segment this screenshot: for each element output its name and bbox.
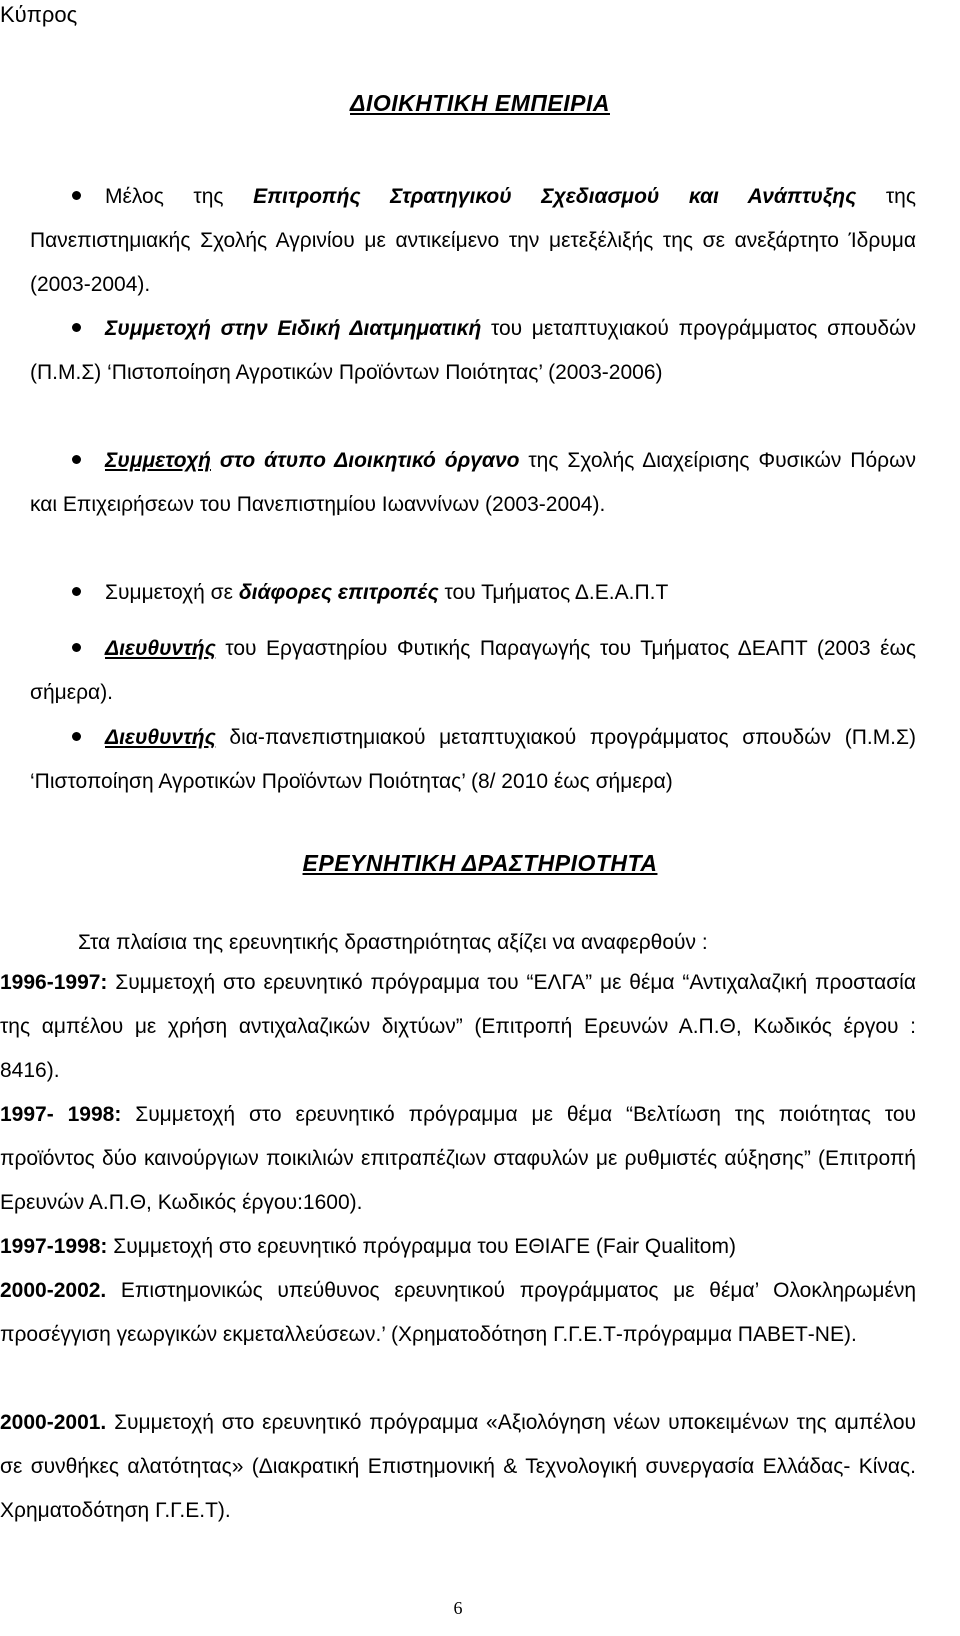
admin-item-1-pre: Μέλος της — [105, 185, 254, 208]
bullet-icon — [72, 732, 81, 741]
admin-item-4-emph: διάφορες επιτροπές — [238, 581, 439, 604]
bullet-icon — [72, 455, 81, 464]
admin-item-3-emph-underlined: Συμμετοχή — [105, 449, 211, 472]
research-entry-5 — [0, 1401, 916, 1533]
admin-item-4-pre: Συμμετοχή σε — [105, 581, 239, 604]
research-entry-3 — [0, 1225, 916, 1269]
research-entry-4-years: 2000-2002. — [0, 1279, 107, 1302]
header-country: Κύπρος — [0, 2, 78, 27]
page-number: 6 — [453, 1598, 463, 1618]
admin-item-5-emph-underlined: Διευθυντής — [105, 637, 216, 660]
research-entry-2 — [0, 1093, 916, 1225]
research-entry-5-text: Συμμετοχή στο ερευνητικό πρόγραμμα «Αξιολόγηση νέων υποκειμένων της αμπέλου σε συνθήκες αλατότητας» (Διακρατική Επιστημονική & Τεχνολογική συνεργασία Ελλάδας- Κίνας. Χρηματοδότηση Γ.Γ.Ε.Τ). — [0, 1411, 916, 1522]
research-entry-2-text: Συμμετοχή στο ερευνητικό πρόγραμμα με θέμα “Βελτίωση της ποιότητας του προϊόντος δύο καινούργιων ποικιλιών επιτραπέζιων σταφυλών με ρυθμιστές αύξησης” (Επιτροπή Ερευνών Α.Π.Θ, Κωδικός έργου:1600). — [0, 1103, 917, 1214]
research-entry-1 — [0, 961, 916, 1093]
admin-item-1 — [30, 175, 916, 307]
admin-item-4 — [30, 571, 916, 615]
admin-item-6-emph-underlined: Διευθυντής — [105, 726, 216, 749]
research-entry-3-text: Συμμετοχή στο ερευνητικό πρόγραμμα του ΕΘΙΑΓΕ (Fair Qualitom) — [107, 1235, 736, 1258]
research-intro: Στα πλαίσια της ερευνητικής δραστηριότητας αξίζει να αναφερθούν : — [78, 931, 708, 954]
research-section-title: ΕΡΕΥΝΗΤΙΚΗ ΔΡΑΣΤΗΡΙΟΤΗΤΑ — [302, 850, 658, 876]
research-entry-4 — [0, 1269, 916, 1357]
admin-item-6-post: δια-πανεπιστημιακού μεταπτυχιακού προγράμματος σπουδών (Π.Μ.Σ) ‘Πιστοποίηση Αγροτικών Προϊόντων Ποιότητας’ (8/ 2010 έως σήμερα) — [30, 726, 916, 793]
admin-item-3-emph: στο άτυπο Διοικητικό όργανο — [210, 449, 520, 472]
research-entry-5-years: 2000-2001. — [0, 1411, 107, 1434]
bullet-icon — [72, 587, 81, 596]
admin-item-4-post: του Τμήματος Δ.Ε.Α.Π.Τ — [438, 581, 669, 604]
bullet-icon — [72, 191, 81, 200]
admin-item-1-emph: Επιτροπής Στρατηγικού Σχεδιασμού και Ανάπτυξης — [253, 185, 857, 208]
research-entry-3-years: 1997-1998: — [0, 1235, 108, 1258]
admin-section-title: ΔΙΟΙΚΗΤΙΚΗ ΕΜΠΕΙΡΙΑ — [350, 90, 610, 116]
research-entry-2-years: 1997- 1998: — [0, 1103, 122, 1126]
admin-item-3-post: της Σχολής Διαχείρισης Φυσικών Πόρων και Επιχειρήσεων του Πανεπιστημίου Ιωαννίνων (2003-2004). — [30, 449, 916, 516]
research-entry-4-text: Επιστημονικώς υπεύθυνος ερευνητικού προγράμματος με θέμα’ Ολοκληρωμένη προσέγγιση γεωργικών εκμεταλλεύσεων.’ (Χρηματοδότηση Γ.Γ.Ε.Τ-πρόγραμμα ΠΑΒΕΤ-ΝΕ). — [0, 1279, 916, 1346]
admin-item-2-emph: Συμμετοχή στην Ειδική Διατμηματική — [105, 317, 482, 340]
admin-item-2-post: του μεταπτυχιακού προγράμματος σπουδών (Π.Μ.Σ) ‘Πιστοποίηση Αγροτικών Προϊόντων Ποιότητας’ (2003-2006) — [30, 317, 916, 384]
admin-item-5 — [30, 627, 916, 715]
admin-item-2 — [30, 307, 916, 395]
admin-item-6 — [30, 716, 916, 804]
bullet-icon — [72, 323, 81, 332]
admin-item-3 — [30, 439, 916, 527]
bullet-icon — [72, 643, 81, 652]
admin-item-1-post: της Πανεπιστημιακής Σχολής Αγρινίου με αντικείμενο την μετεξέλιξής της σε ανεξάρτητο Ίδρυμα (2003-2004). — [30, 185, 916, 296]
research-entry-1-years: 1996-1997: — [0, 971, 108, 994]
admin-item-5-post: του Εργαστηρίου Φυτικής Παραγωγής του Τμήματος ΔΕΑΠΤ (2003 έως σήμερα). — [30, 637, 916, 704]
research-entry-1-text: Συμμετοχή στο ερευνητικό πρόγραμμα του “ΕΛΓΑ” με θέμα “Αντιχαλαζική προστασία της αμπέλου με χρήση αντιχαλαζικών διχτύων” (Επιτροπή Ερευνών Α.Π.Θ, Κωδικός έργου : 8416). — [0, 971, 916, 1082]
